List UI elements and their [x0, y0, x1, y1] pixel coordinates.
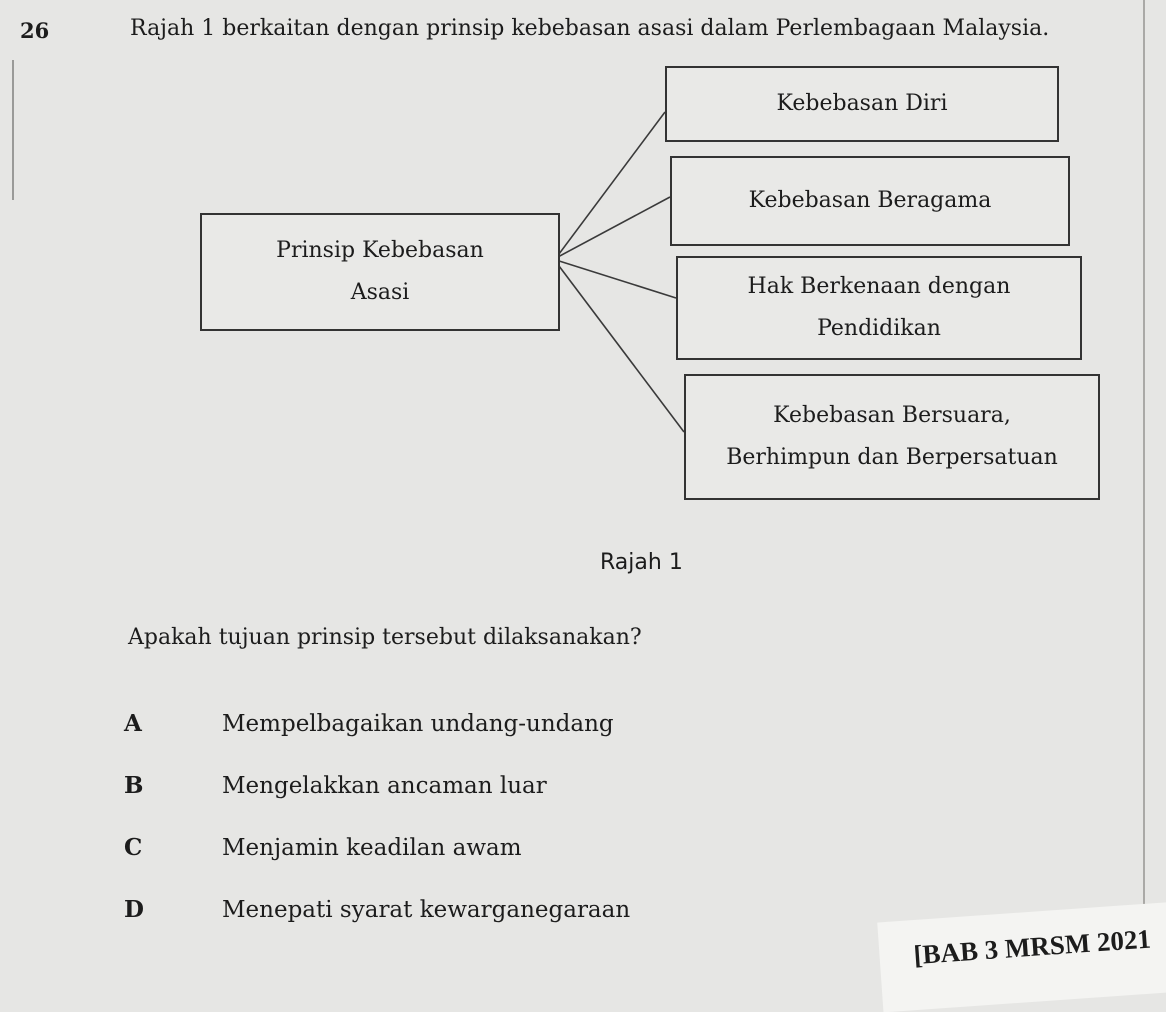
branch-label: Pendidikan — [817, 316, 941, 341]
option-text: Menepati syarat kewarganegaraan — [222, 897, 631, 923]
option-letter: D — [124, 896, 144, 923]
central-concept-line1: Prinsip Kebebasan — [276, 238, 484, 263]
branch-box-pendidikan — [676, 256, 1082, 360]
option-text: Mempelbagaikan undang-undang — [222, 711, 614, 737]
option-letter: A — [124, 710, 142, 737]
option-d[interactable] — [124, 896, 630, 923]
question-prompt: Apakah tujuan prinsip tersebut dilaksanakan? — [128, 625, 642, 650]
option-text: Menjamin keadilan awam — [222, 835, 522, 861]
branch-box-kebebasan-beragama — [670, 156, 1070, 246]
branch-box-kebebasan-bersuara — [684, 374, 1100, 500]
option-a[interactable] — [124, 710, 614, 737]
branch-label: Hak Berkenaan dengan — [747, 274, 1011, 299]
question-number: 26 — [20, 18, 50, 43]
option-b[interactable] — [124, 772, 547, 799]
central-concept-line2: Asasi — [350, 280, 410, 305]
branch-box-kebebasan-diri — [665, 66, 1059, 142]
source-tag: [BAB 3 MRSM 2021 — [877, 902, 1166, 1012]
branch-label: Kebebasan Bersuara, — [773, 403, 1011, 428]
option-c[interactable] — [124, 834, 522, 861]
connector-line — [556, 262, 684, 432]
branch-label: Berhimpun dan Berpersatuan — [726, 445, 1058, 470]
central-concept-box — [200, 213, 560, 331]
branch-label: Kebebasan Diri — [776, 91, 948, 116]
option-letter: B — [124, 772, 144, 799]
question-stem: Rajah 1 berkaitan dengan prinsip kebebasan asasi dalam Perlembagaan Malaysia. — [130, 16, 1050, 41]
diagram-caption: Rajah 1 — [600, 550, 683, 575]
connector-line — [556, 112, 665, 258]
connector-line — [556, 197, 670, 258]
option-text: Mengelakkan ancaman luar — [222, 773, 547, 799]
option-letter: C — [124, 834, 143, 861]
branch-label: Kebebasan Beragama — [748, 188, 992, 213]
connector-line — [556, 260, 676, 298]
